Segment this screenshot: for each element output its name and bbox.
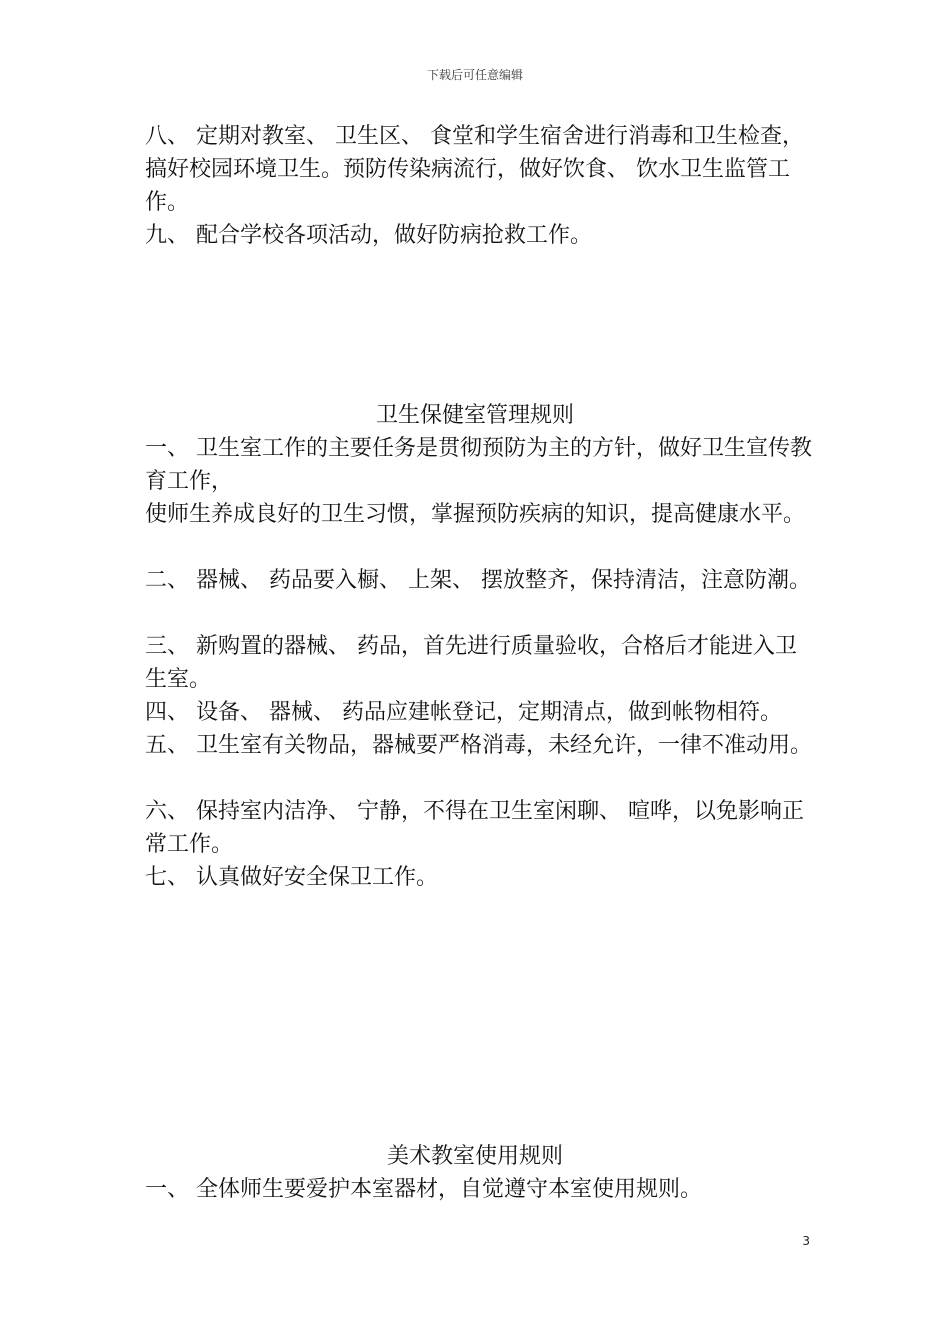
rule-item-9: 九、 配合学校各项活动，做好防病抢救工作。: [145, 223, 592, 248]
rule-item-4: 四、 设备、 器械、 药品应建帐登记，定期清点，做到帐物相符。: [145, 700, 782, 725]
rule-item-1: 一、 卫生室工作的主要任务是贯彻预防为主的方针，做好卫生宣传教育工作，: [145, 436, 812, 494]
page-number: 3: [802, 1234, 810, 1248]
rule-item-1-cont: 使师生养成良好的卫生习惯，掌握预防疾病的知识，提高健康水平。: [145, 502, 806, 527]
section-title-art-room: 美术教室使用规则: [386, 1144, 563, 1169]
art-rule-item-1: 一、 全体师生要爱护本室器材，自觉遵守本室使用规则。: [145, 1177, 702, 1202]
rule-item-5: 五、 卫生室有关物品，器械要严格消毒，未经允许，一律不准动用。: [145, 733, 812, 758]
rule-item-8: 八、 定期对教室、 卫生区、 食堂和学生宿舍进行消毒和卫生检查，搞好校园环境卫生。预防传染病流行，做好饮食、 饮水卫生监管工作。: [145, 124, 804, 215]
rule-item-6: 六、 保持室内洁净、 宁静，不得在卫生室闲聊、 喧哗，以免影响正常工作。: [145, 799, 804, 857]
header-note: 下载后可任意编辑: [426, 68, 523, 82]
rule-item-7: 七、 认真做好安全保卫工作。: [145, 865, 438, 890]
rule-item-3: 三、 新购置的器械、 药品，首先进行质量验收，合格后才能进入卫生室。: [145, 634, 797, 692]
rule-item-2: 二、 器械、 药品要入橱、 上架、 摆放整齐，保持清洁，注意防潮。: [145, 568, 811, 593]
section-title-health-room: 卫生保健室管理规则: [375, 403, 574, 428]
